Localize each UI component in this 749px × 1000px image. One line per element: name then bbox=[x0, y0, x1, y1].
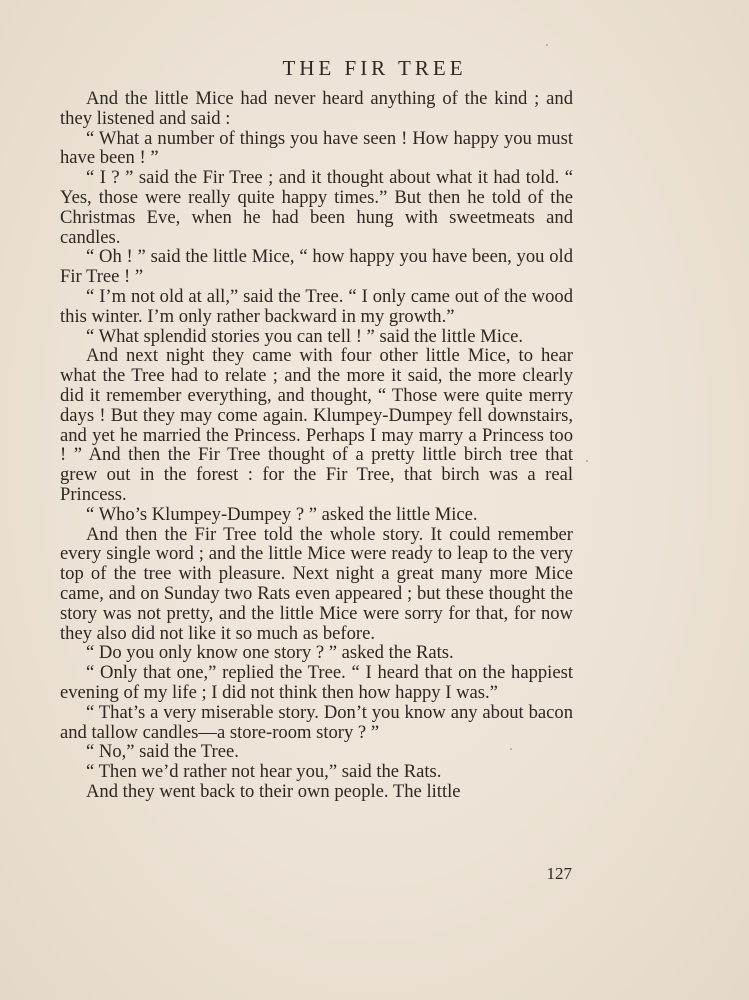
paper-speck bbox=[546, 44, 548, 46]
paragraph: “ Do you only know one story ? ” asked the Rats. bbox=[86, 642, 454, 664]
body-text bbox=[60, 89, 573, 802]
running-title: THE FIR TREE bbox=[282, 56, 467, 80]
paragraph: “ I’m not old at all,” said the Tree. “ I only came out of the wood this winter. I’m only rather backward in my growth.” bbox=[60, 285, 573, 327]
paper-speck bbox=[510, 748, 512, 750]
paragraph: And then the Fir Tree told the whole story. It could remember every single word ; and the little Mice were ready to leap to the very top of the tree with pleasure. Next night a great many more Mice came, and on Sunday two Rats even appeared ; but these thought the story was not pretty, and the little Mice were sorry for that, for now they also did not like it so much as before. bbox=[60, 523, 573, 644]
paper-speck bbox=[586, 460, 588, 462]
paragraph: And they went back to their own people. The little bbox=[86, 780, 461, 802]
paragraph: “ Only that one,” replied the Tree. “ I heard that on the happiest evening of my life ; I did not think then how happy I was.” bbox=[60, 662, 573, 703]
paragraph: “ That’s a very miserable story. Don’t you know any about bacon and tallow candles—a store-room story ? ” bbox=[60, 701, 573, 743]
paragraph: “ Who’s Klumpey-Dumpey ? ” asked the little Mice. bbox=[86, 503, 478, 525]
paragraph: And the little Mice had never heard anything of the kind ; and they listened and said : bbox=[60, 88, 573, 129]
paragraph: “ What a number of things you have seen ! How happy you must have been ! ” bbox=[60, 127, 573, 169]
paragraph: “ No,” said the Tree. bbox=[86, 741, 239, 763]
paragraph: And next night they came with four other little Mice, to hear what the Tree had to relate ; and the more it said, the more clearly did it remember everything, and thought, “ Those were quite merry days ! But they may come again. Klumpey-Dumpey fell downstairs, and yet he married the Princess. Perhaps I may marry a Princess too ! ” And then the Fir Tree thought of a pretty little birch tree that grew out in the forest : for the Fir Tree, that birch was a real Princess. bbox=[60, 345, 573, 505]
paragraph: “ What splendid stories you can tell ! ” said the little Mice. bbox=[86, 325, 524, 347]
page-number: 127 bbox=[546, 864, 572, 883]
paragraph: “ I ? ” said the Fir Tree ; and it thought about what it had told. “ Yes, those were really quite happy times.” But then he told of the Christmas Eve, when he had been hung with sweetmeats and candles. bbox=[60, 167, 573, 248]
paragraph: “ Then we’d rather not hear you,” said the Rats. bbox=[86, 761, 442, 783]
paragraph: “ Oh ! ” said the little Mice, “ how happy you have been, you old Fir Tree ! ” bbox=[60, 246, 573, 288]
